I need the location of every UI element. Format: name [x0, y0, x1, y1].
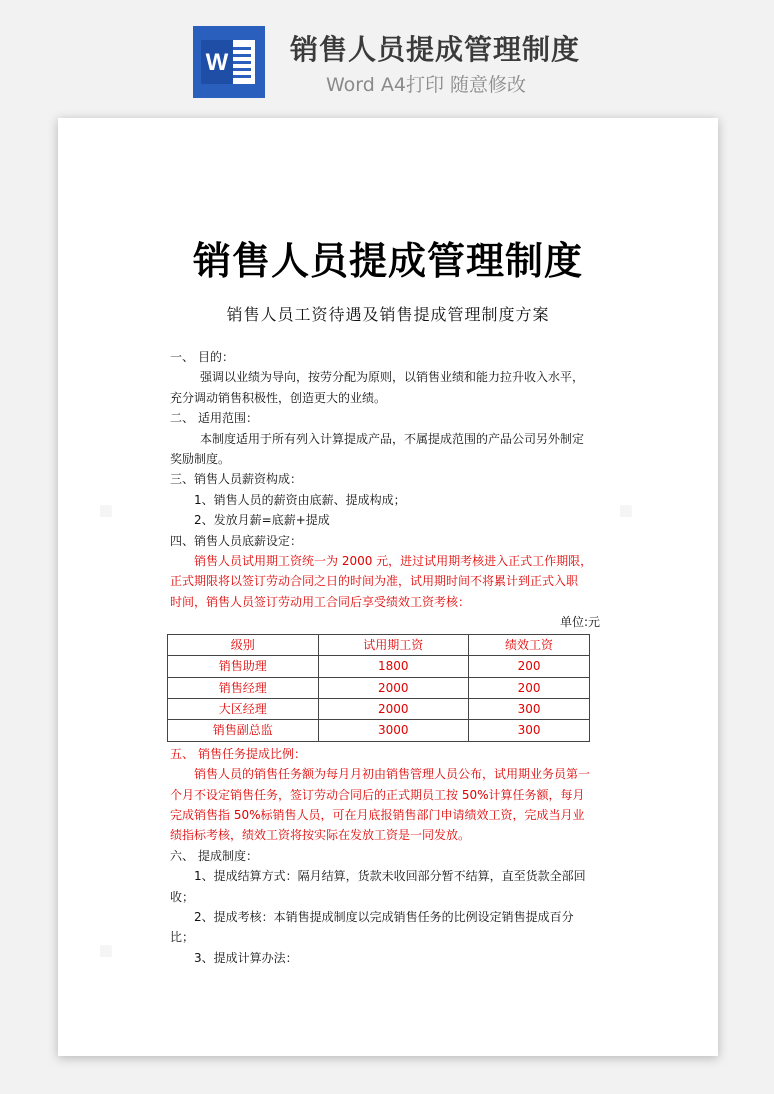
section-heading — [170, 347, 602, 367]
section-number: 五、 — [170, 746, 195, 761]
table-cell: 销售副总监 — [168, 720, 319, 741]
section-number: 六、 — [170, 848, 195, 863]
table-cell: 销售助理 — [168, 656, 319, 677]
banner — [0, 0, 774, 110]
table-cell: 3000 — [318, 720, 469, 741]
table-header-cell: 绩效工资 — [469, 634, 590, 655]
table-cell: 300 — [469, 720, 590, 741]
paragraph-line: 奖励制度。 — [170, 452, 231, 467]
section-title: 销售任务提成比例： — [198, 746, 307, 761]
section-title: 提成制度： — [198, 848, 259, 863]
paragraph-line: 本制度适用于所有列入计算提成产品，不属提成范围的产品公司另外制定 — [200, 431, 585, 446]
section-heading — [170, 846, 602, 866]
watermark — [92, 496, 122, 526]
table-row — [168, 656, 590, 677]
paragraph-line: 正式期限将以签订劳动合同之日的时间为准，试用期时间不将累计到正式入职 — [170, 574, 579, 589]
table-cell: 200 — [469, 656, 590, 677]
list-item: 2、提成考核：本销售提成制度以完成销售任务的比例设定销售提成百分 — [194, 909, 574, 924]
section-number: 二、 — [170, 411, 195, 426]
table-header-cell: 级别 — [168, 634, 319, 655]
section-heading — [170, 408, 602, 428]
paragraph-line: 收； — [170, 889, 195, 904]
document-subtitle: 销售人员工资待遇及销售提成管理制度方案 — [226, 305, 550, 324]
paragraph-line: 时间，销售人员签订劳动用工合同后享受绩效工资考核： — [170, 594, 471, 609]
table-cell: 2000 — [318, 698, 469, 719]
document-title: 销售人员提成管理制度 — [192, 238, 583, 283]
table-cell: 2000 — [318, 677, 469, 698]
table-row — [168, 677, 590, 698]
paragraph-line: 完成销售指 50%标销售人员，可在月底报销售部门申请绩效工资，完成当月业 — [170, 807, 585, 822]
paragraph-line: 销售人员试用期工资统一为 2000 元，进过试用期考核进入正式工作期限， — [194, 554, 593, 569]
paragraph-line: 绩指标考核，绩效工资将按实际在发放工资是一同发放。 — [170, 828, 471, 843]
section-heading — [170, 744, 602, 764]
paragraph-line: 销售人员的销售任务额为每月月初由销售管理人员公布，试用期业务员第一 — [194, 767, 591, 782]
paragraph-line: 强调以业绩为导向，按劳分配为原则，以销售业绩和能力拉升收入水平， — [200, 370, 585, 385]
document-body — [170, 347, 602, 968]
table-cell: 销售经理 — [168, 677, 319, 698]
watermark — [92, 936, 122, 966]
table-header-row — [168, 634, 590, 655]
list-item: 2、发放月薪=底薪+提成 — [194, 513, 330, 528]
paragraph-line: 充分调动销售积极性，创造更大的业绩。 — [170, 390, 387, 405]
table-cell: 300 — [469, 698, 590, 719]
list-item: 3、提成计算办法： — [194, 950, 298, 965]
banner-subtitle: Word A4打印 随意修改 — [326, 74, 527, 96]
table-header-cell: 试用期工资 — [318, 634, 469, 655]
list-item: 1、提成结算方式：隔月结算，货款未收回部分暂不结算，直至货款全部回 — [194, 869, 586, 884]
banner-title: 销售人员提成管理制度 — [290, 33, 581, 66]
section-heading: 三、销售人员薪资构成： — [170, 472, 303, 487]
unit-label: 单位:元 — [559, 615, 600, 630]
paragraph-line: 比； — [170, 930, 195, 945]
table-cell: 1800 — [318, 656, 469, 677]
section-title: 适用范围： — [198, 411, 259, 426]
section-heading: 四、销售人员底薪设定： — [170, 533, 303, 548]
document-page — [58, 118, 718, 1056]
list-item: 1、销售人员的薪资由底薪、提成构成； — [194, 492, 406, 507]
table-row — [168, 720, 590, 741]
salary-table — [167, 634, 590, 742]
word-icon — [193, 26, 265, 98]
watermark — [612, 496, 642, 526]
table-row — [168, 698, 590, 719]
table-cell: 200 — [469, 677, 590, 698]
section-title: 目的： — [198, 350, 235, 364]
paragraph-line: 个月不设定销售任务，签订劳动合同后的正式期员工按 50%计算任务额，每月 — [170, 787, 585, 802]
section-number: 一、 — [170, 350, 195, 364]
table-cell: 大区经理 — [168, 698, 319, 719]
word-icon-letter: W — [205, 49, 229, 76]
